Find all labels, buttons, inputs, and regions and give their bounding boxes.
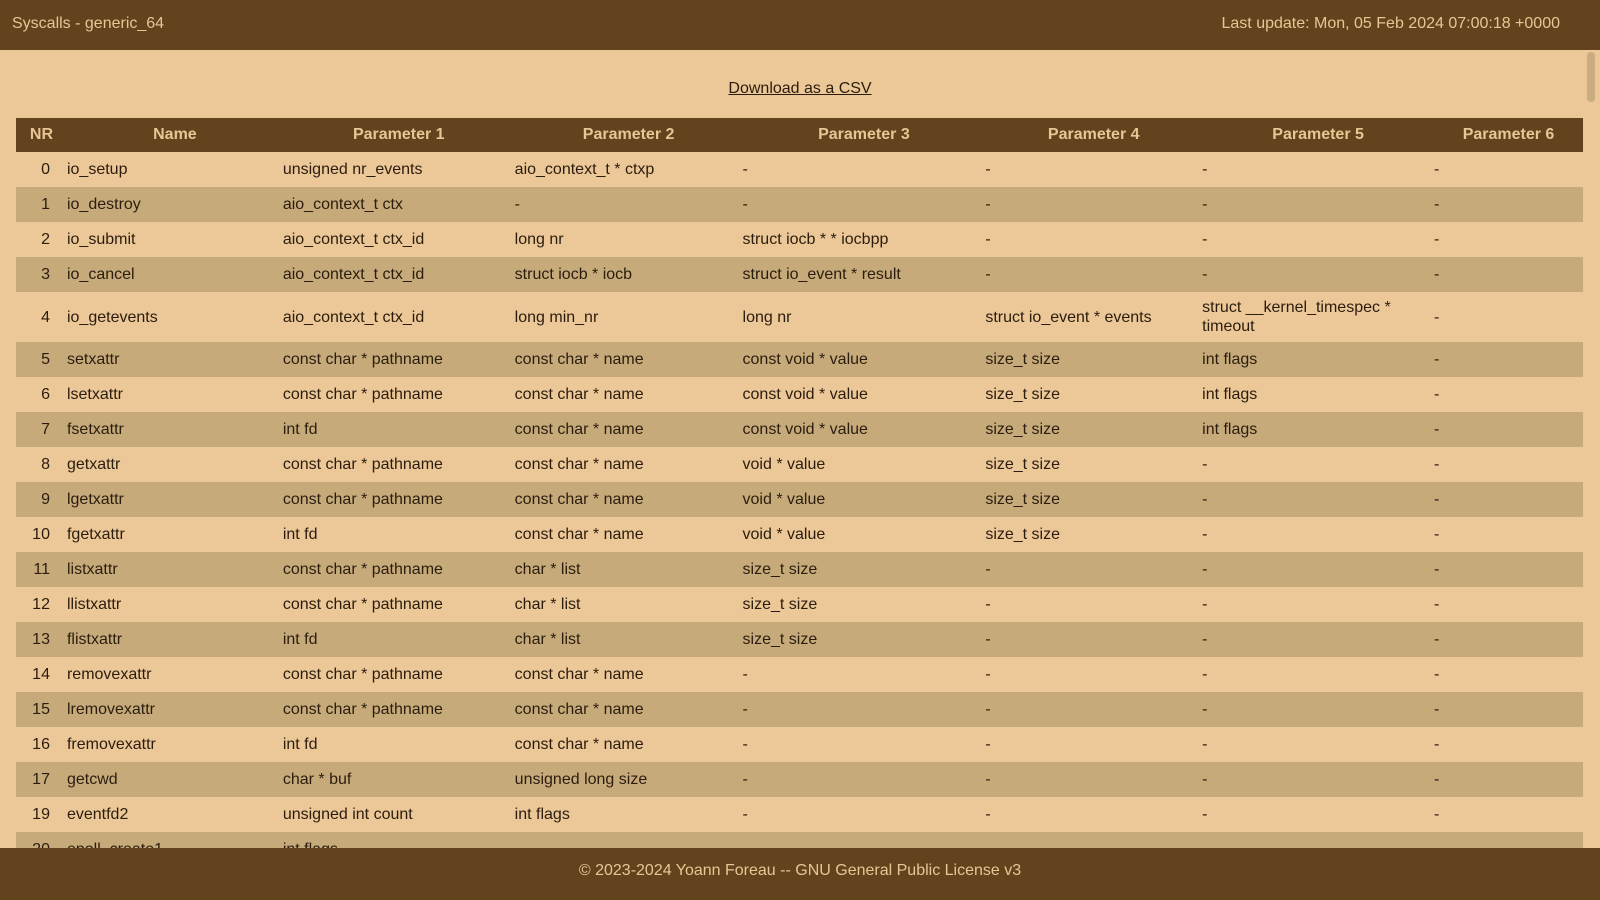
nr-cell: 6 bbox=[16, 377, 67, 412]
param6-cell: - bbox=[1434, 692, 1583, 727]
param6-cell: - bbox=[1434, 342, 1583, 377]
scrollbar-thumb[interactable] bbox=[1587, 52, 1595, 102]
param5-cell: - bbox=[1202, 482, 1434, 517]
table-row bbox=[16, 552, 1583, 587]
param5-cell: - bbox=[1202, 447, 1434, 482]
param3-cell: - bbox=[743, 797, 986, 832]
param6-cell: - bbox=[1434, 727, 1583, 762]
name-cell: io_submit bbox=[67, 222, 283, 257]
param4-cell: - bbox=[985, 727, 1202, 762]
table-row bbox=[16, 657, 1583, 692]
param1-cell: const char * pathname bbox=[283, 692, 515, 727]
param5-cell: - bbox=[1202, 517, 1434, 552]
param1-cell: aio_context_t ctx_id bbox=[283, 257, 515, 292]
param1-cell: int fd bbox=[283, 727, 515, 762]
param6-cell: - bbox=[1434, 657, 1583, 692]
nr-cell: 17 bbox=[16, 762, 67, 797]
name-cell: io_getevents bbox=[67, 292, 283, 342]
param1-cell: int fd bbox=[283, 412, 515, 447]
content-area[interactable] bbox=[0, 50, 1600, 848]
param4-cell: - bbox=[985, 657, 1202, 692]
param4-cell: size_t size bbox=[985, 377, 1202, 412]
param3-cell: struct iocb * * iocbpp bbox=[743, 222, 986, 257]
param6-cell: - bbox=[1434, 152, 1583, 187]
name-cell: io_setup bbox=[67, 152, 283, 187]
column-header: Parameter 3 bbox=[743, 118, 986, 152]
column-header: Parameter 2 bbox=[515, 118, 743, 152]
column-header: Name bbox=[67, 118, 283, 152]
param3-cell: long nr bbox=[743, 292, 986, 342]
param5-cell: - bbox=[1202, 222, 1434, 257]
table-row bbox=[16, 447, 1583, 482]
name-cell: lremovexattr bbox=[67, 692, 283, 727]
nr-cell: 12 bbox=[16, 587, 67, 622]
param3-cell: - bbox=[743, 152, 986, 187]
param5-cell: - bbox=[1202, 762, 1434, 797]
param5-cell: - bbox=[1202, 257, 1434, 292]
param4-cell: struct io_event * events bbox=[985, 292, 1202, 342]
param2-cell: const char * name bbox=[515, 447, 743, 482]
column-header: NR bbox=[16, 118, 67, 152]
param2-cell: aio_context_t * ctxp bbox=[515, 152, 743, 187]
param6-cell: - bbox=[1434, 412, 1583, 447]
param6-cell: - bbox=[1434, 552, 1583, 587]
param4-cell: - bbox=[985, 257, 1202, 292]
name-cell: fsetxattr bbox=[67, 412, 283, 447]
name-cell: io_cancel bbox=[67, 257, 283, 292]
table-row bbox=[16, 377, 1583, 412]
param1-cell: aio_context_t ctx_id bbox=[283, 222, 515, 257]
name-cell: getcwd bbox=[67, 762, 283, 797]
nr-cell: 4 bbox=[16, 292, 67, 342]
name-cell: fgetxattr bbox=[67, 517, 283, 552]
param6-cell: - bbox=[1434, 482, 1583, 517]
nr-cell: 9 bbox=[16, 482, 67, 517]
param1-cell: int fd bbox=[283, 517, 515, 552]
param2-cell: int flags bbox=[515, 797, 743, 832]
param2-cell: char * list bbox=[515, 587, 743, 622]
param4-cell: size_t size bbox=[985, 342, 1202, 377]
param4-cell: - bbox=[985, 222, 1202, 257]
param6-cell: - bbox=[1434, 187, 1583, 222]
vertical-scrollbar[interactable] bbox=[1583, 50, 1600, 848]
param2-cell: const char * name bbox=[515, 727, 743, 762]
param2-cell: char * list bbox=[515, 622, 743, 657]
param1-cell: const char * pathname bbox=[283, 657, 515, 692]
param2-cell: long min_nr bbox=[515, 292, 743, 342]
param6-cell: - bbox=[1434, 517, 1583, 552]
column-header: Parameter 5 bbox=[1202, 118, 1434, 152]
param3-cell: - bbox=[743, 657, 986, 692]
param3-cell: - bbox=[743, 762, 986, 797]
param2-cell: const char * name bbox=[515, 482, 743, 517]
param1-cell: int fd bbox=[283, 622, 515, 657]
param2-cell: const char * name bbox=[515, 657, 743, 692]
param1-cell: char * buf bbox=[283, 762, 515, 797]
param3-cell: size_t size bbox=[743, 552, 986, 587]
download-container bbox=[0, 80, 1600, 98]
param3-cell: size_t size bbox=[743, 587, 986, 622]
table-row bbox=[16, 187, 1583, 222]
table-row bbox=[16, 587, 1583, 622]
param6-cell: - bbox=[1434, 587, 1583, 622]
table-header-row bbox=[16, 118, 1583, 152]
name-cell: llistxattr bbox=[67, 587, 283, 622]
name-cell: eventfd2 bbox=[67, 797, 283, 832]
nr-cell: 14 bbox=[16, 657, 67, 692]
param2-cell: unsigned long size bbox=[515, 762, 743, 797]
table-row bbox=[16, 292, 1583, 342]
param5-cell: int flags bbox=[1202, 342, 1434, 377]
page-header bbox=[0, 0, 1600, 50]
column-header: Parameter 6 bbox=[1434, 118, 1583, 152]
table-row bbox=[16, 797, 1583, 832]
param5-cell: - bbox=[1202, 622, 1434, 657]
nr-cell: 10 bbox=[16, 517, 67, 552]
name-cell: getxattr bbox=[67, 447, 283, 482]
footer-copyright: © 2023-2024 Yoann Foreau -- GNU General Public License v3 bbox=[578, 862, 1022, 879]
param1-cell: const char * pathname bbox=[283, 447, 515, 482]
name-cell: removexattr bbox=[67, 657, 283, 692]
table-row bbox=[16, 257, 1583, 292]
param6-cell: - bbox=[1434, 292, 1583, 342]
param2-cell: const char * name bbox=[515, 412, 743, 447]
param5-cell: int flags bbox=[1202, 412, 1434, 447]
param3-cell: const void * value bbox=[743, 342, 986, 377]
param3-cell: void * value bbox=[743, 517, 986, 552]
param2-cell: char * list bbox=[515, 552, 743, 587]
param3-cell: void * value bbox=[743, 482, 986, 517]
nr-cell: 2 bbox=[16, 222, 67, 257]
param6-cell: - bbox=[1434, 797, 1583, 832]
nr-cell: 15 bbox=[16, 692, 67, 727]
param4-cell: size_t size bbox=[985, 482, 1202, 517]
nr-cell: 11 bbox=[16, 552, 67, 587]
table-body bbox=[16, 152, 1583, 867]
param4-cell: - bbox=[985, 152, 1202, 187]
param4-cell: - bbox=[985, 762, 1202, 797]
param4-cell: size_t size bbox=[985, 447, 1202, 482]
nr-cell: 5 bbox=[16, 342, 67, 377]
param5-cell: - bbox=[1202, 587, 1434, 622]
name-cell: lsetxattr bbox=[67, 377, 283, 412]
param5-cell: - bbox=[1202, 657, 1434, 692]
param2-cell: const char * name bbox=[515, 692, 743, 727]
param3-cell: size_t size bbox=[743, 622, 986, 657]
param4-cell: - bbox=[985, 692, 1202, 727]
page-title: Syscalls - generic_64 bbox=[12, 15, 165, 32]
param3-cell: const void * value bbox=[743, 412, 986, 447]
name-cell: listxattr bbox=[67, 552, 283, 587]
param5-cell: - bbox=[1202, 797, 1434, 832]
param5-cell: - bbox=[1202, 727, 1434, 762]
param3-cell: const void * value bbox=[743, 377, 986, 412]
name-cell: fremovexattr bbox=[67, 727, 283, 762]
param5-cell: - bbox=[1202, 152, 1434, 187]
param1-cell: const char * pathname bbox=[283, 377, 515, 412]
param4-cell: - bbox=[985, 622, 1202, 657]
nr-cell: 0 bbox=[16, 152, 67, 187]
param4-cell: - bbox=[985, 552, 1202, 587]
param1-cell: const char * pathname bbox=[283, 482, 515, 517]
table-row bbox=[16, 762, 1583, 797]
table-row bbox=[16, 692, 1583, 727]
table-row bbox=[16, 622, 1583, 657]
nr-cell: 16 bbox=[16, 727, 67, 762]
param2-cell: struct iocb * iocb bbox=[515, 257, 743, 292]
param5-cell: - bbox=[1202, 692, 1434, 727]
param5-cell: - bbox=[1202, 187, 1434, 222]
param6-cell: - bbox=[1434, 257, 1583, 292]
param1-cell: aio_context_t ctx bbox=[283, 187, 515, 222]
param1-cell: const char * pathname bbox=[283, 342, 515, 377]
param3-cell: - bbox=[743, 727, 986, 762]
param4-cell: size_t size bbox=[985, 412, 1202, 447]
page-footer bbox=[0, 848, 1600, 900]
param4-cell: - bbox=[985, 587, 1202, 622]
nr-cell: 13 bbox=[16, 622, 67, 657]
table-row bbox=[16, 727, 1583, 762]
syscalls-table bbox=[16, 118, 1583, 867]
param1-cell: unsigned nr_events bbox=[283, 152, 515, 187]
table-row bbox=[16, 152, 1583, 187]
param5-cell: - bbox=[1202, 552, 1434, 587]
table-row bbox=[16, 412, 1583, 447]
param6-cell: - bbox=[1434, 447, 1583, 482]
param3-cell: struct io_event * result bbox=[743, 257, 986, 292]
param4-cell: - bbox=[985, 797, 1202, 832]
param2-cell: const char * name bbox=[515, 517, 743, 552]
param2-cell: - bbox=[515, 187, 743, 222]
param5-cell: struct __kernel_timespec * timeout bbox=[1202, 292, 1434, 342]
param3-cell: void * value bbox=[743, 447, 986, 482]
nr-cell: 3 bbox=[16, 257, 67, 292]
param2-cell: const char * name bbox=[515, 342, 743, 377]
column-header: Parameter 4 bbox=[985, 118, 1202, 152]
param4-cell: - bbox=[985, 187, 1202, 222]
param6-cell: - bbox=[1434, 222, 1583, 257]
table-row bbox=[16, 342, 1583, 377]
table-row bbox=[16, 222, 1583, 257]
nr-cell: 1 bbox=[16, 187, 67, 222]
param3-cell: - bbox=[743, 187, 986, 222]
param1-cell: aio_context_t ctx_id bbox=[283, 292, 515, 342]
name-cell: io_destroy bbox=[67, 187, 283, 222]
param1-cell: const char * pathname bbox=[283, 587, 515, 622]
param5-cell: int flags bbox=[1202, 377, 1434, 412]
param6-cell: - bbox=[1434, 377, 1583, 412]
param4-cell: size_t size bbox=[985, 517, 1202, 552]
param1-cell: unsigned int count bbox=[283, 797, 515, 832]
table-row bbox=[16, 482, 1583, 517]
column-header: Parameter 1 bbox=[283, 118, 515, 152]
nr-cell: 19 bbox=[16, 797, 67, 832]
name-cell: lgetxattr bbox=[67, 482, 283, 517]
param6-cell: - bbox=[1434, 622, 1583, 657]
param1-cell: const char * pathname bbox=[283, 552, 515, 587]
nr-cell: 7 bbox=[16, 412, 67, 447]
param3-cell: - bbox=[743, 692, 986, 727]
name-cell: flistxattr bbox=[67, 622, 283, 657]
nr-cell: 8 bbox=[16, 447, 67, 482]
table-row bbox=[16, 517, 1583, 552]
param2-cell: long nr bbox=[515, 222, 743, 257]
param2-cell: const char * name bbox=[515, 377, 743, 412]
last-update: Last update: Mon, 05 Feb 2024 07:00:18 +0000 bbox=[1221, 15, 1560, 32]
download-csv-link[interactable]: Download as a CSV bbox=[728, 80, 872, 97]
name-cell: setxattr bbox=[67, 342, 283, 377]
param6-cell: - bbox=[1434, 762, 1583, 797]
